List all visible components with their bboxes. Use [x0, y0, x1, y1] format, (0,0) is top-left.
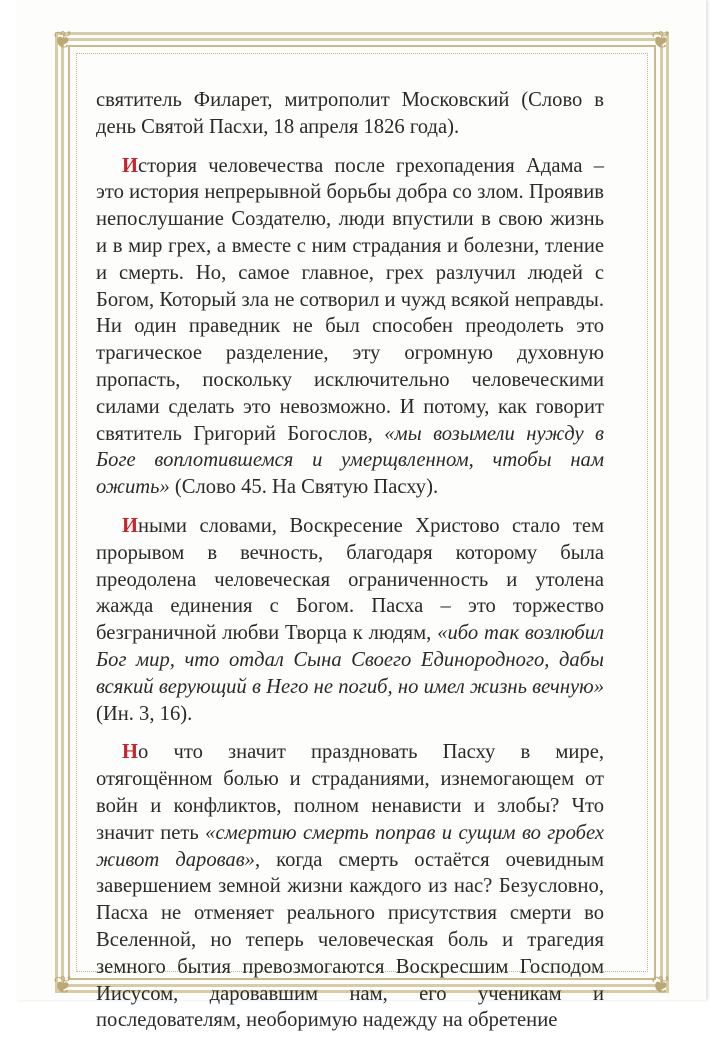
quotation: «ибо так возлюбил Бог мир, что отдал Сына Своего Единородного, дабы всякий верующий в Него не погиб, но имел жизнь вечную» [96, 622, 605, 698]
text-run: ными словами, Воскресение Христово стало тем прорывом в вечность, благодаря которому была преодолена человеческая ограниченность и утолена жажда единения с Богом. Пасха – это торжество безграничной любви Творца к людям, [96, 514, 604, 645]
text-run: святитель Филарет, митрополит Московский (Слово в день Святой Пасхи, 18 апреля 1826 года). [96, 89, 604, 138]
paragraph [96, 739, 604, 1034]
text-run: (Слово 45. На Святую Пасху). [169, 476, 439, 499]
quotation: «смертию смерть поправ и сущим во гробех живот даровав» [96, 821, 604, 871]
corner-ornament-icon: ❦ [52, 26, 74, 54]
corner-ornament-icon: ❦ [52, 971, 74, 999]
drop-letter: И [122, 514, 139, 537]
text-run: о что значит праздновать Пасху в мире, отягощённом болью и страданиями, изнемогающем от войн и конфликтов, полном ненависти и злобы? Что значит петь [96, 741, 604, 844]
text-run: стория человечества после грехопадения Адама – это история непрерывной борьбы добра со злом. Проявив непослушание Создателю, люди впустили в свою жизнь и в мир грех, а вместе с ним страдания и болезни, тление и смерть. Но, самое главное, грех разлучил людей с Богом, Который зла не сотворил и чужд всякой неправды. Ни один праведник не был способен преодолеть это трагическое разделение, эту огромную духовную пропасть, поскольку исключительно человеческими силами сделать это невозможно. И потому, как говорит святитель Григорий Богослов, [96, 154, 604, 445]
corner-ornament-icon: ❦ [650, 26, 672, 54]
text-run: , когда смерть остаётся очевидным завершением земной жизни каждого из нас? Безусловно, Пасха не отменяет реального присутствия смерти во Вселенной, но теперь человеческая боль и трагедия земного бытия превозмогаются Воскресшим Господом Иисусом, даровавшим нам, его ученикам и последователям, необоримую надежду на обретение [96, 848, 604, 1032]
text-run: (Ин. 3, 16). [96, 702, 193, 725]
drop-letter: И [122, 154, 139, 177]
paragraph [96, 87, 604, 141]
paragraph [96, 153, 604, 501]
body-text [96, 87, 604, 1046]
quotation: «мы возымели нужду в Боге воплотившемся и умерщвленном, чтобы нам ожить» [96, 422, 604, 499]
drop-letter: Н [122, 741, 139, 764]
paragraph [96, 513, 604, 727]
corner-ornament-icon: ❦ [650, 971, 672, 999]
